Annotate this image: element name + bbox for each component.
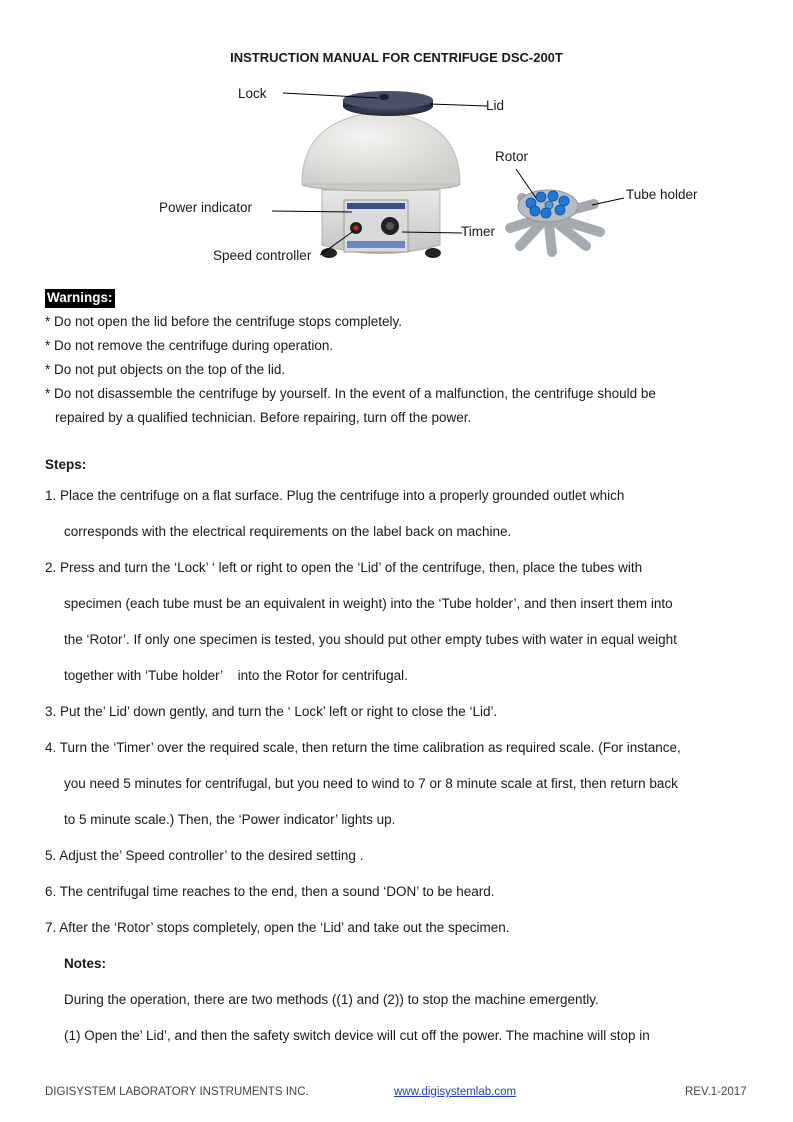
power-indicator-light [354, 226, 359, 231]
step-line: 2. Press and turn the ‘Lock’ ‘ left or right to open the ‘Lid’ of the centrifuge, then, place the tubes with [45, 560, 643, 575]
step-line: the ‘Rotor’. If only one specimen is tested, you should put other empty tubes with water in equal weight [64, 632, 677, 647]
note-line: During the operation, there are two methods ((1) and (2)) to stop the machine emergently. [64, 992, 599, 1007]
centrifuge-figure [0, 0, 793, 290]
step-line: 3. Put the’ Lid’ down gently, and turn the ‘ Lock’ left or right to close the ‘Lid’. [45, 704, 498, 719]
warning-item: * Do not disassemble the centrifuge by yourself. In the event of a malfunction, the centrifuge should be [45, 386, 656, 401]
label-lock: Lock [238, 86, 267, 101]
step-line: specimen (each tube must be an equivalent in weight) into the ‘Tube holder’, and then insert them into [64, 596, 673, 611]
step-line: corresponds with the electrical requirements on the label back on machine. [64, 524, 512, 539]
step-line: to 5 minute scale.) Then, the ‘Power indicator’ lights up. [64, 812, 396, 827]
label-tube-holder: Tube holder [626, 187, 698, 202]
label-speed-controller: Speed controller [213, 248, 312, 263]
notes-heading: Notes: [64, 956, 107, 971]
label-power-indicator: Power indicator [159, 200, 253, 215]
step-line: 6. The centrifugal time reaches to the end, then a sound ‘DON’ to be heard. [45, 884, 495, 899]
page-title: INSTRUCTION MANUAL FOR CENTRIFUGE DSC-200T [230, 50, 563, 65]
step-line: 7. After the ‘Rotor’ stops completely, open the ‘Lid’ and take out the specimen. [45, 920, 510, 935]
label-rotor: Rotor [495, 149, 529, 164]
warning-item: * Do not remove the centrifuge during operation. [45, 338, 334, 353]
label-timer: Timer [461, 224, 495, 239]
step-line: 4. Turn the ‘Timer’ over the required scale, then return the time calibration as required scale. (For instance, [45, 740, 681, 755]
footer-website-container [394, 1086, 516, 1098]
steps-heading: Steps: [45, 457, 87, 472]
step-line: you need 5 minutes for centrifugal, but you need to wind to 7 or 8 minute scale at first, then return back [64, 776, 678, 791]
rotor-illustration [510, 190, 600, 252]
footer-revision: REV.1-2017 [685, 1086, 747, 1098]
step-line: 5. Adjust the’ Speed controller’ to the desired setting . [45, 848, 364, 863]
footer-company: DIGISYSTEM LABORATORY INSTRUMENTS INC. [45, 1086, 309, 1098]
warning-item: * Do not open the lid before the centrifuge stops completely. [45, 314, 402, 329]
label-lid: Lid [486, 98, 505, 113]
step-line: 1. Place the centrifuge on a flat surface. Plug the centrifuge into a properly grounded outlet which [45, 488, 625, 503]
warning-item: * Do not put objects on the top of the lid. [45, 362, 286, 377]
footer-website-link[interactable]: www.digisystemlab.com [394, 1086, 517, 1098]
warnings-heading: Warnings: [45, 289, 115, 308]
step-line: together with ‘Tube holder’ into the Rotor for centrifugal. [64, 668, 408, 683]
note-line: (1) Open the’ Lid’, and then the safety switch device will cut off the power. The machine will stop in [64, 1028, 650, 1043]
warning-item: repaired by a qualified technician. Before repairing, turn off the power. [55, 410, 472, 425]
